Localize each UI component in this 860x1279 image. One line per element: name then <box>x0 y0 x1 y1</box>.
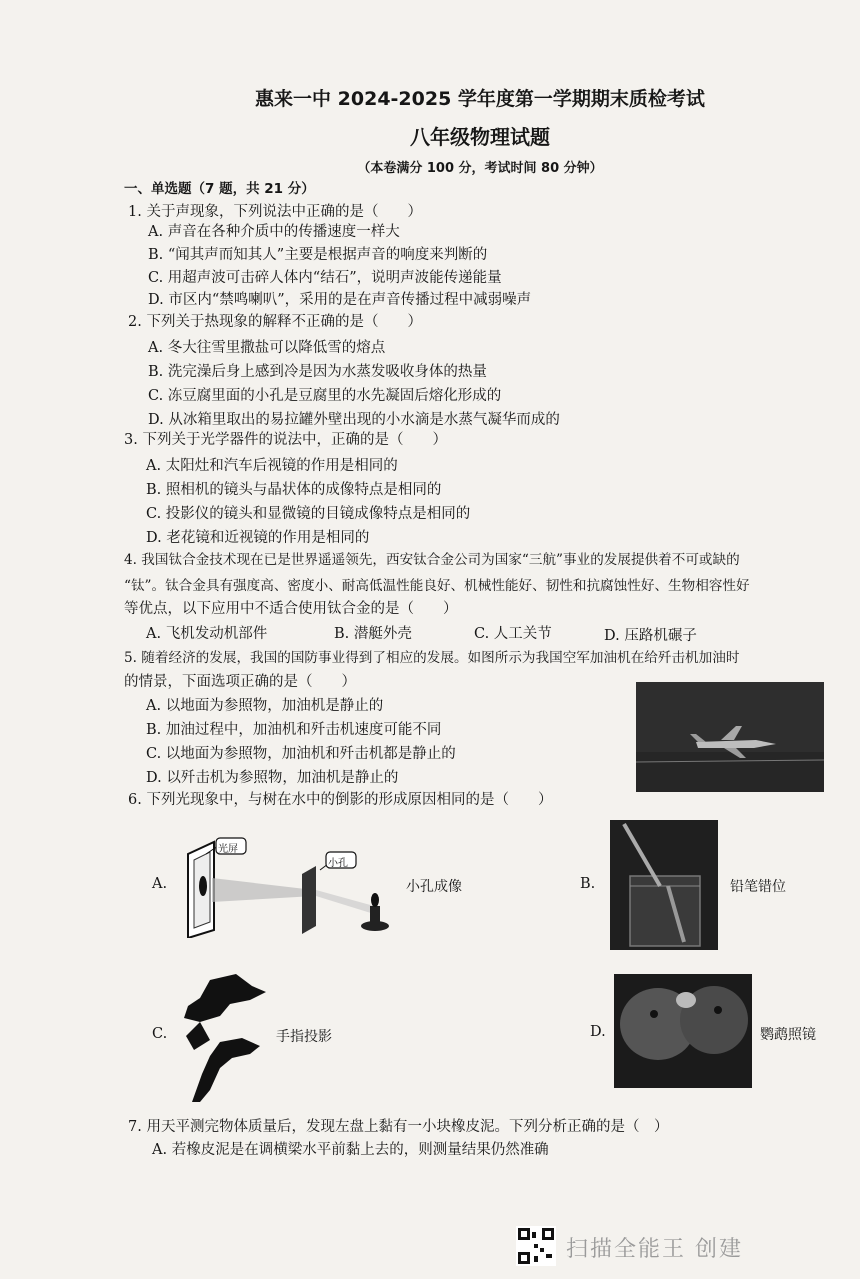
q2-option-b: B. 洗完澡后身上感到冷是因为水蒸发吸收身体的热量 <box>148 364 487 380</box>
screen-label: 光屏 <box>218 844 238 855</box>
exam-info: （本卷满分 100 分，考试时间 80 分钟） <box>357 161 603 176</box>
q6-letter-c: C. <box>152 1026 168 1042</box>
q7-option-a: A. 若橡皮泥是在调横梁水平前黏上去的，则测量结果仍然准确 <box>152 1142 549 1158</box>
school-exam-title: 惠来一中 2024-2025 学年度第一学期期末质检考试 <box>255 88 705 110</box>
q2-option-c: C. 冻豆腐里面的小孔是豆腐里的水先凝固后熔化形成的 <box>148 388 502 404</box>
subject-title: 八年级物理试题 <box>410 125 550 149</box>
q3-option-a: A. 太阳灶和汽车后视镜的作用是相同的 <box>146 458 398 474</box>
refueling-aircraft-photo <box>636 682 824 792</box>
q6-letter-d: D. <box>590 1024 606 1040</box>
scanner-watermark: 扫描全能王 创建 <box>566 1237 743 1262</box>
q5-option-d: D. 以歼击机为参照物，加油机是静止的 <box>146 770 399 786</box>
q5-option-c: C. 以地面为参照物，加油机和歼击机都是静止的 <box>146 746 456 762</box>
q6-letter-b: B. <box>580 876 596 892</box>
q1-option-a: A. 声音在各种介质中的传播速度一样大 <box>148 224 400 240</box>
q4-option-c: C. 人工关节 <box>474 626 552 642</box>
q4-stem-line2: “钛”。钛合金具有强度高、密度小、耐高低温性能良好、机械性能好、韧性和抗腐蚀性好、生物相容性好 <box>124 578 750 594</box>
q7-stem: 7. 用天平测完物体质量后，发现左盘上黏有一小块橡皮泥。下列分析正确的是（ ） <box>128 1119 669 1135</box>
q3-option-c: C. 投影仪的镜头和显微镜的目镜成像特点是相同的 <box>146 506 471 522</box>
q2-stem: 2. 下列关于热现象的解释不正确的是（ ） <box>128 314 422 330</box>
q4-option-d: D. 压路机碾子 <box>604 628 697 644</box>
q5-stem-line2: 的情景，下面选项正确的是（ ） <box>124 674 356 690</box>
q1-stem: 1. 关于声现象，下列说法中正确的是（ ） <box>128 204 422 220</box>
q6-caption-c: 手指投影 <box>276 1029 332 1045</box>
q1-option-c: C. 用超声波可击碎人体内“结石”，说明声波能传递能量 <box>148 270 502 286</box>
finger-shadow-image <box>180 970 272 1102</box>
q3-option-d: D. 老花镜和近视镜的作用是相同的 <box>146 530 370 546</box>
q4-option-b: B. 潜艇外壳 <box>334 626 412 642</box>
q5-option-a: A. 以地面为参照物，加油机是静止的 <box>146 698 384 714</box>
q1-option-d: D. 市区内“禁鸣喇叭”，采用的是在声音传播过程中减弱噪声 <box>148 292 532 308</box>
pinhole-diagram <box>184 834 400 938</box>
q5-stem-line1: 5. 随着经济的发展，我国的国防事业得到了相应的发展。如图所示为我国空军加油机在给歼击机加油时 <box>124 650 740 666</box>
qr-code-icon <box>516 1226 556 1266</box>
q6-letter-a: A. <box>152 876 168 892</box>
q4-option-a: A. 飞机发动机部件 <box>146 626 268 642</box>
parrot-mirror-photo <box>614 974 752 1088</box>
q4-stem-line3: 等优点，以下应用中不适合使用钛合金的是（ ） <box>124 601 458 617</box>
q3-option-b: B. 照相机的镜头与晶状体的成像特点是相同的 <box>146 482 442 498</box>
q1-option-b: B. “闻其声而知其人”主要是根据声音的响度来判断的 <box>148 247 488 263</box>
q5-option-b: B. 加油过程中，加油机和歼击机速度可能不同 <box>146 722 442 738</box>
q6-caption-a: 小孔成像 <box>406 879 462 895</box>
pencil-in-water-photo <box>610 820 718 950</box>
q6-caption-b: 铅笔错位 <box>730 879 786 895</box>
q4-stem-line1: 4. 我国钛合金技术现在已是世界遥遥领先，西安钛合金公司为国家“三航”事业的发展提供着不可或缺的 <box>124 552 740 568</box>
q2-option-a: A. 冬大往雪里撒盐可以降低雪的熔点 <box>148 340 386 356</box>
q6-stem: 6. 下列光现象中，与树在水中的倒影的形成原因相同的是（ ） <box>128 792 553 808</box>
section-title: 一、单选题（7 题，共 21 分） <box>124 181 315 197</box>
q6-caption-d: 鹦鹉照镜 <box>760 1027 816 1043</box>
q2-option-d: D. 从冰箱里取出的易拉罐外壁出现的小水滴是水蒸气凝华而成的 <box>148 412 560 428</box>
pinhole-label: 小孔 <box>328 858 348 869</box>
q3-stem: 3. 下列关于光学器件的说法中，正确的是（ ） <box>124 432 447 448</box>
